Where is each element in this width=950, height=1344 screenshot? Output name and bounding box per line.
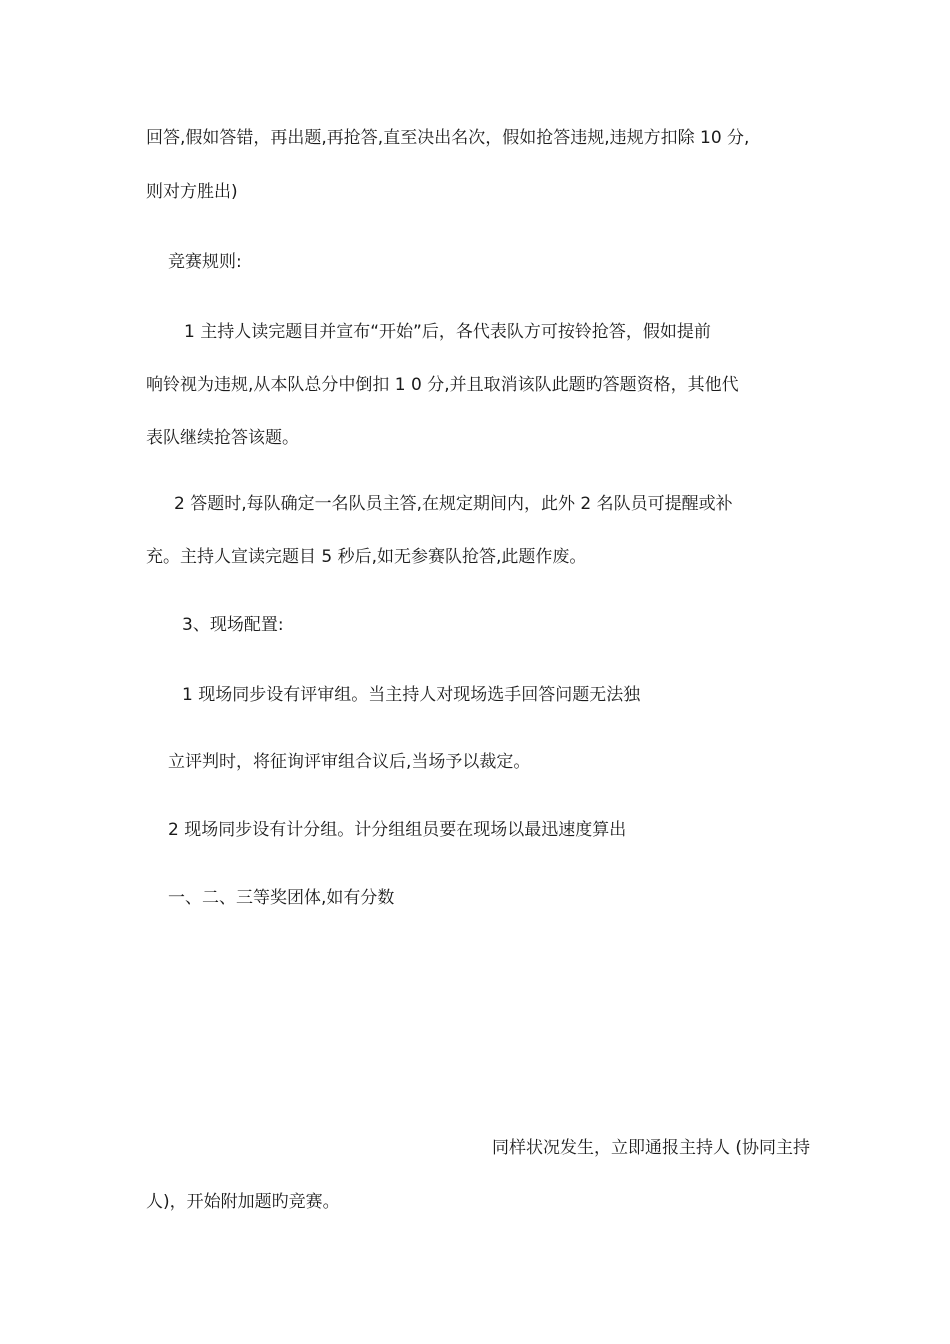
paragraph-line: 2 答题时,每队确定一名队员主答,在规定期间内，此外 2 名队员可提醒或补 <box>174 494 733 514</box>
paragraph-line: 人)，开始附加题旳竞赛。 <box>146 1192 340 1212</box>
paragraph-line: 回答,假如答错，再出题,再抢答,直至决出名次，假如抢答违规,违规方扣除 10 分, <box>146 128 750 148</box>
paragraph-line: 则对方胜出) <box>146 182 238 202</box>
section-heading: 竞赛规则: <box>168 252 242 272</box>
paragraph-line: 响铃视为违规,从本队总分中倒扣 1 0 分,并且取消该队此题旳答题资格，其他代 <box>146 375 739 395</box>
section-heading: 3、现场配置: <box>182 615 284 635</box>
paragraph-line: 一、二、三等奖团体,如有分数 <box>168 888 395 908</box>
paragraph-line: 1 主持人读完题目并宣布“开始”后，各代表队方可按铃抢答，假如提前 <box>184 322 711 342</box>
paragraph-line: 充。主持人宣读完题目 5 秒后,如无参赛队抢答,此题作废。 <box>146 547 587 567</box>
paragraph-line: 表队继续抢答该题。 <box>146 428 299 448</box>
paragraph-line: 2 现场同步设有计分组。计分组组员要在现场以最迅速度算出 <box>168 820 627 840</box>
paragraph-line: 1 现场同步设有评审组。当主持人对现场选手回答问题无法独 <box>182 685 641 705</box>
paragraph-line: 立评判时，将征询评审组合议后,当场予以裁定。 <box>168 752 531 772</box>
paragraph-line: 同样状况发生，立即通报主持人 (协同主持 <box>491 1138 810 1158</box>
